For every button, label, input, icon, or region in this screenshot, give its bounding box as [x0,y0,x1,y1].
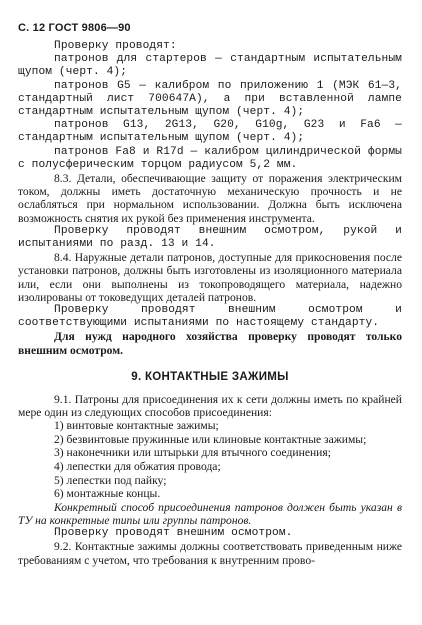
paragraph-bold: Для нужд народного хозяйства проверку проводят только внешним осмотром. [18,330,402,357]
paragraph: 8.3. Детали, обеспечивающие защиту от поражения электрическим током, должны иметь достаточную механическую прочность и не ослабляться при нормальном использовании. Должна быть исключена возможность снятия их рукой без применения инструмента. [18,172,402,225]
paragraph: 8.4. Наружные детали патронов, доступные для прикосновения после установки патронов, должны быть изготовлены из изоляционного материала или, если они выполнены из токопроводящего материала, надежно изолированы от токоведущих деталей патронов. [18,251,402,304]
list-item: 6) монтажные концы. [54,487,161,501]
paragraph: Проверку проводят внешним осмотром и соответствующими испытаниями по настоящему стандарту. [18,304,402,330]
paragraph: Проверку проводят внешним осмотром, рукой и испытаниями по разд. 13 и 14. [18,224,402,251]
paragraph: 9.1. Патроны для присоединения их к сети должны иметь по крайней мере один из следующих способов присоединения: [18,392,402,420]
paragraph: патронов Fa8 и R17d — калибром цилиндрической формы с полусферическим торцом радиусом 5,2 мм. [18,145,402,171]
paragraph: патронов для стартеров — стандартным испытательным щупом (черт. 4); [18,53,402,79]
list-item: 2) безвинтовые пружинные или клиновые контактные зажимы; [54,432,367,446]
list-item: 3) наконечники или штырьки для втычного соединения; [54,446,331,460]
paragraph-italic: Конкретный способ присоединения патронов должен быть указан в ТУ на конкретные типы или группы патронов. [18,500,402,528]
paragraph: Проверку проводят внешним осмотром. [54,527,293,540]
paragraph: патронов G5 — калибром по приложению 1 (МЭК 61—3, стандартный лист 700647А), а при вставленной лампе стандартным испытательным щупом (черт. 4); [18,79,402,119]
list-item: 5) лепестки под пайку; [54,473,167,487]
list-item: 1) винтовые контактные зажимы; [54,419,219,433]
list-item: 4) лепестки для обжатия провода; [54,460,221,474]
section-title: 9. КОНТАКТНЫЕ ЗАЖИМЫ [131,370,289,383]
paragraph: патронов G13, 2G13, G20, G10g, G23 и Fa6 — стандартным испытательным щупом (черт. 4); [18,119,402,145]
page-header: С. 12 ГОСТ 9806—90 [18,22,131,34]
paragraph: Проверку проводят: [54,40,177,52]
paragraph: 9.2. Контактные зажимы должны соответствовать приведенным ниже требованиям с учетом, что требования к внутренним прово- [18,540,402,567]
document-body [18,40,402,567]
